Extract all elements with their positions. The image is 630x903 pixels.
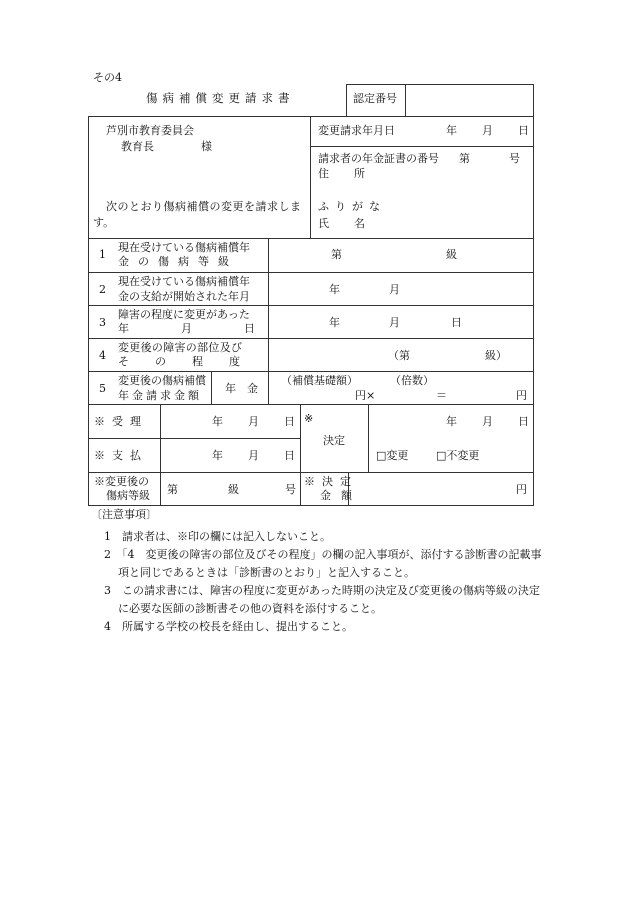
amount-label-line2: 金額 [320, 489, 362, 502]
note-item: 1 請求者は、※印の欄には記入しないこと。 [104, 530, 331, 543]
row-3-number: 3 [99, 316, 106, 329]
unchanged-checkbox[interactable]: □不変更 [436, 449, 480, 462]
request-date-month: 月 [482, 124, 493, 137]
cert-number-field[interactable] [407, 86, 532, 115]
furigana-label: ふりがな [318, 200, 386, 213]
request-date-label: 変更請求年月日 [318, 124, 395, 137]
row-3-year: 年 [329, 316, 340, 329]
notes-heading: 〔注意事項〕 [91, 508, 157, 521]
note-item: 3 この請求書には、障害の程度に変更があった時期の決定及び変更後の傷病等級の決定に必要な医師の診断書その他の資料を添付すること。 [104, 584, 540, 615]
request-date-day: 日 [518, 124, 529, 137]
grade-dai: 第 [167, 483, 178, 496]
row-5-multiplier-label: （倍数） [390, 374, 434, 387]
receipt-month: 月 [248, 415, 259, 428]
note-item: 2 「4 変更後の障害の部位及びその程度」の欄の記入事項が、添付する診断書の記載事項と同じであるときは「診断書のとおり」と記入すること。 [104, 548, 542, 579]
address-label: 住所 [318, 167, 390, 180]
grade-label-line2: 傷病等級 [106, 489, 150, 502]
pension-go: 号 [509, 152, 520, 165]
row-4-label-line2: その程度 [118, 355, 266, 368]
request-text: 次のとおり傷病補償の変更を請求しま [106, 200, 302, 213]
form-title: 傷病補償変更請求書 [146, 91, 295, 105]
grade-go: 号 [285, 483, 296, 496]
row-4-kyu: 級） [485, 349, 507, 362]
sama-label: 様 [201, 140, 212, 153]
decision-label: 決定 [323, 434, 345, 447]
receipt-year: 年 [212, 415, 223, 428]
row-5-label-line1: 変更後の傷病補償 [118, 374, 206, 387]
row-1-number: 1 [99, 248, 106, 261]
pension-dai: 第 [459, 152, 470, 165]
row-5-label-line2: 年金請求金額 [118, 389, 202, 402]
row-4-label-line1: 変更後の障害の部位及び [118, 341, 243, 354]
row-5-yen-times: 円× [355, 389, 376, 402]
note-item: 4 所属する学校の校長を経由し、提出すること。 [104, 620, 353, 633]
decision-year: 年 [446, 415, 457, 428]
decision-month: 月 [482, 415, 493, 428]
row-3-month: 月 [389, 316, 400, 329]
payment-label: ※支払 [94, 449, 148, 462]
request-date-year: 年 [446, 124, 457, 137]
row-2-number: 2 [99, 283, 106, 296]
row-1-label-line1: 現在受けている傷病補償年 [118, 241, 250, 254]
request-text-cont: す。 [93, 216, 115, 229]
pension-number-label: 請求者の年金証書の番号 [318, 152, 439, 165]
receipt-label: ※受理 [94, 415, 148, 428]
row-1-kyu: 級 [446, 248, 457, 261]
grade-label-line1: ※変更後の [94, 475, 149, 488]
row-5-pension-label: 年金 [225, 382, 269, 395]
receipt-day: 日 [284, 415, 295, 428]
row-1-label-line2: 金の傷病等級 [118, 255, 238, 268]
row-3-label-line1: 障害の程度に変更があった [118, 308, 250, 321]
name-field[interactable] [390, 196, 530, 236]
notes-list [94, 528, 544, 636]
name-label: 氏名 [318, 217, 390, 230]
decision-mark: ※ [304, 412, 314, 425]
row-5-base-amount-label: （補償基礎額） [281, 374, 358, 387]
payment-month: 月 [248, 449, 259, 462]
grade-kyu: 級 [228, 483, 239, 496]
row-2-label-line1: 現在受けている傷病補償年 [118, 275, 250, 288]
amount-label-line1: ※決定 [304, 475, 358, 488]
row-2-month: 月 [389, 283, 400, 296]
row-4-dai: （第 [388, 349, 410, 362]
row-5-equals: ＝ [436, 389, 447, 402]
decision-day: 日 [518, 415, 529, 428]
amount-yen: 円 [516, 483, 527, 496]
row-1-dai: 第 [331, 248, 342, 261]
row-2-label-line2: 金の支給が開始された年月 [118, 290, 250, 303]
row-5-number: 5 [99, 382, 106, 395]
row-3-label-line2: 年月日 [118, 322, 307, 335]
form-number: その4 [93, 71, 122, 84]
row-2-year: 年 [329, 283, 340, 296]
payment-year: 年 [212, 449, 223, 462]
payment-day: 日 [284, 449, 295, 462]
row-4-number: 4 [99, 349, 106, 362]
addressee-superintendent: 教育長 [121, 140, 154, 153]
cert-number-label: 認定番号 [353, 92, 397, 105]
changed-checkbox[interactable]: □変更 [376, 449, 409, 462]
row-5-yen: 円 [516, 389, 527, 402]
addressee-board: 芦別市教育委員会 [106, 124, 194, 137]
row-3-day: 日 [451, 316, 462, 329]
